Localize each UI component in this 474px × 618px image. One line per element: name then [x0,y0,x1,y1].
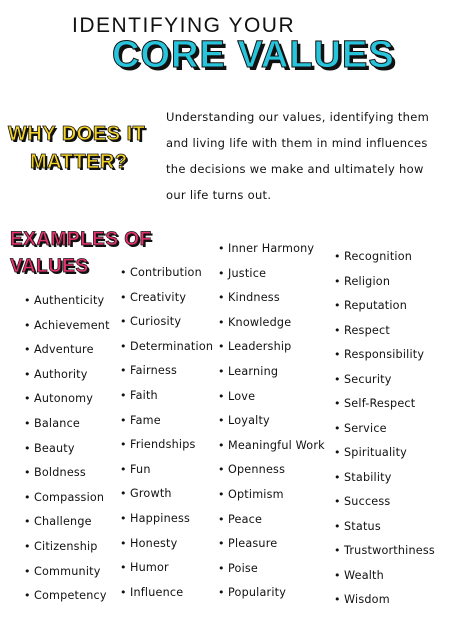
value-item: • Inner Harmony [218,242,325,267]
value-item: • Kindness [218,291,325,316]
values-column-4 [334,250,435,618]
value-item: • Stability [334,471,435,496]
values-column-2 [120,266,213,610]
value-item: • Humor [120,561,213,586]
value-item: • Reputation [334,299,435,324]
value-item: • Wealth [334,569,435,594]
values-column-1 [24,294,110,614]
value-item: • Balance [24,417,110,442]
page-title: CORE VALUES [112,34,395,76]
value-item: • Community [24,565,110,590]
value-item: • Influence [120,586,213,611]
why-heading-line2: MATTER? [30,151,128,173]
value-item: • Authenticity [24,294,110,319]
value-item: • Popularity [218,586,325,611]
value-item: • Fame [120,414,213,439]
value-item: • Learning [218,365,325,390]
value-item: • Challenge [24,515,110,540]
page-supertitle: IDENTIFYING YOUR [72,14,296,37]
paragraph-line: Understanding our values, identifying them [166,110,430,124]
value-item: • Wisdom [334,593,435,618]
value-item: • Contribution [120,266,213,291]
value-item: • Recognition [334,250,435,275]
why-paragraph [166,104,466,208]
examples-heading-line1: EXAMPLES OF [10,229,152,250]
value-item: • Justice [218,267,325,292]
value-item: • Spirituality [334,446,435,471]
value-item: • Authority [24,368,110,393]
value-item: • Creativity [120,291,213,316]
value-item: • Optimism [218,488,325,513]
examples-heading-line2: VALUES [10,256,89,277]
value-item: • Security [334,373,435,398]
value-item: • Citizenship [24,540,110,565]
value-item: • Status [334,520,435,545]
paragraph-line: our life turns out. [166,188,272,202]
value-item: • Faith [120,389,213,414]
value-item: • Peace [218,513,325,538]
value-item: • Honesty [120,537,213,562]
value-item: • Autonomy [24,392,110,417]
value-item: • Poise [218,562,325,587]
value-item: • Meaningful Work [218,439,325,464]
value-item: • Success [334,495,435,520]
value-item: • Responsibility [334,348,435,373]
value-item: • Fairness [120,364,213,389]
value-item: • Boldness [24,466,110,491]
value-item: • Determination [120,340,213,365]
why-heading [8,120,158,176]
value-item: • Happiness [120,512,213,537]
value-item: • Openness [218,463,325,488]
value-item: • Adventure [24,343,110,368]
value-item: • Trustworthiness [334,544,435,569]
value-item: • Self-Respect [334,397,435,422]
value-item: • Knowledge [218,316,325,341]
paragraph-line: and living life with them in mind influences [166,136,428,150]
value-item: • Respect [334,324,435,349]
value-item: • Leadership [218,340,325,365]
why-heading-line1: WHY DOES IT [8,123,146,145]
value-item: • Religion [334,275,435,300]
value-item: • Competency [24,589,110,614]
paragraph-line: the decisions we make and ultimately how [166,162,424,176]
value-item: • Curiosity [120,315,213,340]
value-item: • Achievement [24,319,110,344]
value-item: • Love [218,390,325,415]
value-item: • Growth [120,487,213,512]
value-item: • Loyalty [218,414,325,439]
values-column-3 [218,242,325,611]
value-item: • Compassion [24,491,110,516]
value-item: • Beauty [24,442,110,467]
value-item: • Pleasure [218,537,325,562]
value-item: • Service [334,422,435,447]
value-item: • Friendships [120,438,213,463]
value-item: • Fun [120,463,213,488]
